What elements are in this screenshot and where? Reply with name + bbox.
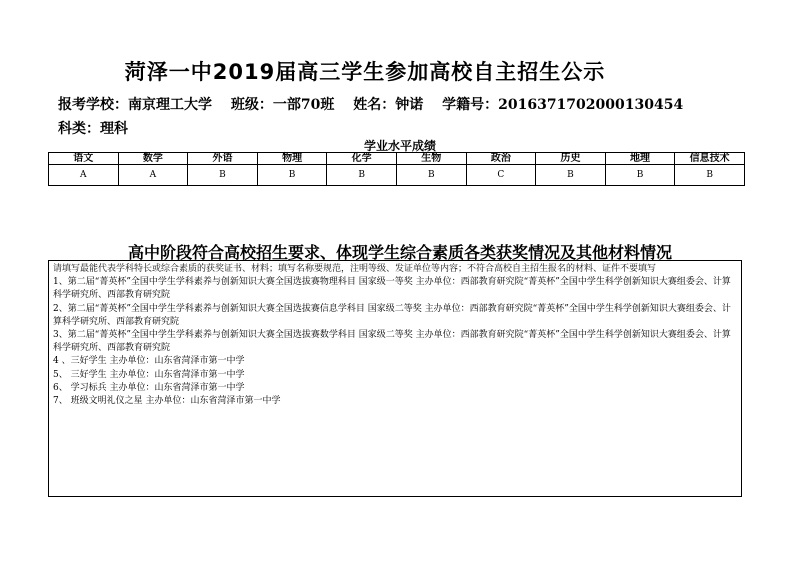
award-item: 2、第二届“菁英杯”全国中学生学科素养与创新知识大赛全国选拔赛信息学科目 国家级二等奖 主办单位：西部教育研究院“菁英杯”全国中学生科学创新知识大赛组委会、计算科学研究所、西部教育研究院 (53, 303, 731, 327)
grade-cell: C (466, 165, 536, 186)
subject-value: 理科 (100, 121, 128, 137)
grade-cell: B (327, 165, 397, 186)
subject-header: 外语 (188, 153, 258, 165)
scores-table (48, 152, 745, 186)
class-value: 一部70班 (272, 97, 335, 113)
grade-cell: B (257, 165, 327, 186)
award-item: 4 、三好学生 主办单位：山东省菏泽市第一中学 (53, 356, 245, 367)
subject-header: 政治 (466, 153, 536, 165)
class-label: 班级： (230, 97, 273, 113)
grade-cell: B (188, 165, 258, 186)
subject-header: 数学 (118, 153, 188, 165)
page-title: 菏泽一中2019届高三学生参加高校自主招生公示 (124, 60, 606, 84)
scores-header-row (49, 153, 745, 165)
scores-grade-row (49, 165, 745, 186)
grade-cell: A (118, 165, 188, 186)
grade-cell: B (536, 165, 606, 186)
award-item: 1、第二届“菁英杯”全国中学生学科素养与创新知识大赛全国选拔赛物理科目 国家级一等奖 主办单位：西部教育研究院“菁英杯”全国中学生科学创新知识大赛组委会、计算科学研究所、西部教育研究院 (53, 277, 731, 301)
subject-header: 地理 (605, 153, 675, 165)
subject-header: 化学 (327, 153, 397, 165)
grade-cell: A (49, 165, 119, 186)
subject-header: 语文 (49, 153, 119, 165)
scores-caption: 学业水平成绩 (363, 139, 436, 153)
award-item: 6、 学习标兵 主办单位：山东省菏泽市第一中学 (53, 382, 245, 393)
class-field (231, 97, 334, 113)
student-no-label: 学籍号： (442, 97, 499, 113)
award-item: 7、 班级文明礼仪之星 主办单位：山东省菏泽市第一中学 (53, 396, 281, 407)
subject-header: 生物 (396, 153, 466, 165)
subject-header: 信息技术 (675, 153, 745, 165)
name-label: 姓名： (353, 97, 396, 113)
school-field (58, 97, 212, 113)
subject-field (58, 118, 128, 138)
subject-label: 科类： (58, 121, 100, 137)
awards-box (48, 260, 742, 497)
name-value: 钟诺 (395, 97, 424, 113)
grade-cell: B (396, 165, 466, 186)
name-field (353, 97, 423, 113)
school-label: 报考学校： (58, 97, 128, 113)
subject-header: 历史 (536, 153, 606, 165)
subject-header: 物理 (257, 153, 327, 165)
award-item: 3、第二届“菁英杯”全国中学生学科素养与创新知识大赛全国选拔赛数学科目 国家级二等奖 主办单位：西部教育研究院“菁英杯”全国中学生科学创新知识大赛组委会、计算科学研究所、西部教育研究院 (53, 330, 731, 354)
awards-instructions: 请填写最能代表学科特长或综合素质的获奖证书、材料；填写名称要规范，注明等级、发证单位等内容；不符合高校自主招生报名的材料、证件不要填写 (53, 264, 657, 274)
school-value: 南京理工大学 (128, 97, 212, 113)
applicant-info (58, 94, 697, 114)
awards-section-title: 高中阶段符合高校招生要求、体现学生综合素质各类获奖情况及其他材料情况 (127, 243, 672, 262)
grade-cell: B (605, 165, 675, 186)
student-no-field (442, 97, 683, 113)
grade-cell: B (675, 165, 745, 186)
student-no-value: 2016371702000130454 (498, 97, 684, 113)
award-item: 5、 三好学生 主办单位：山东省菏泽市第一中学 (53, 369, 245, 380)
